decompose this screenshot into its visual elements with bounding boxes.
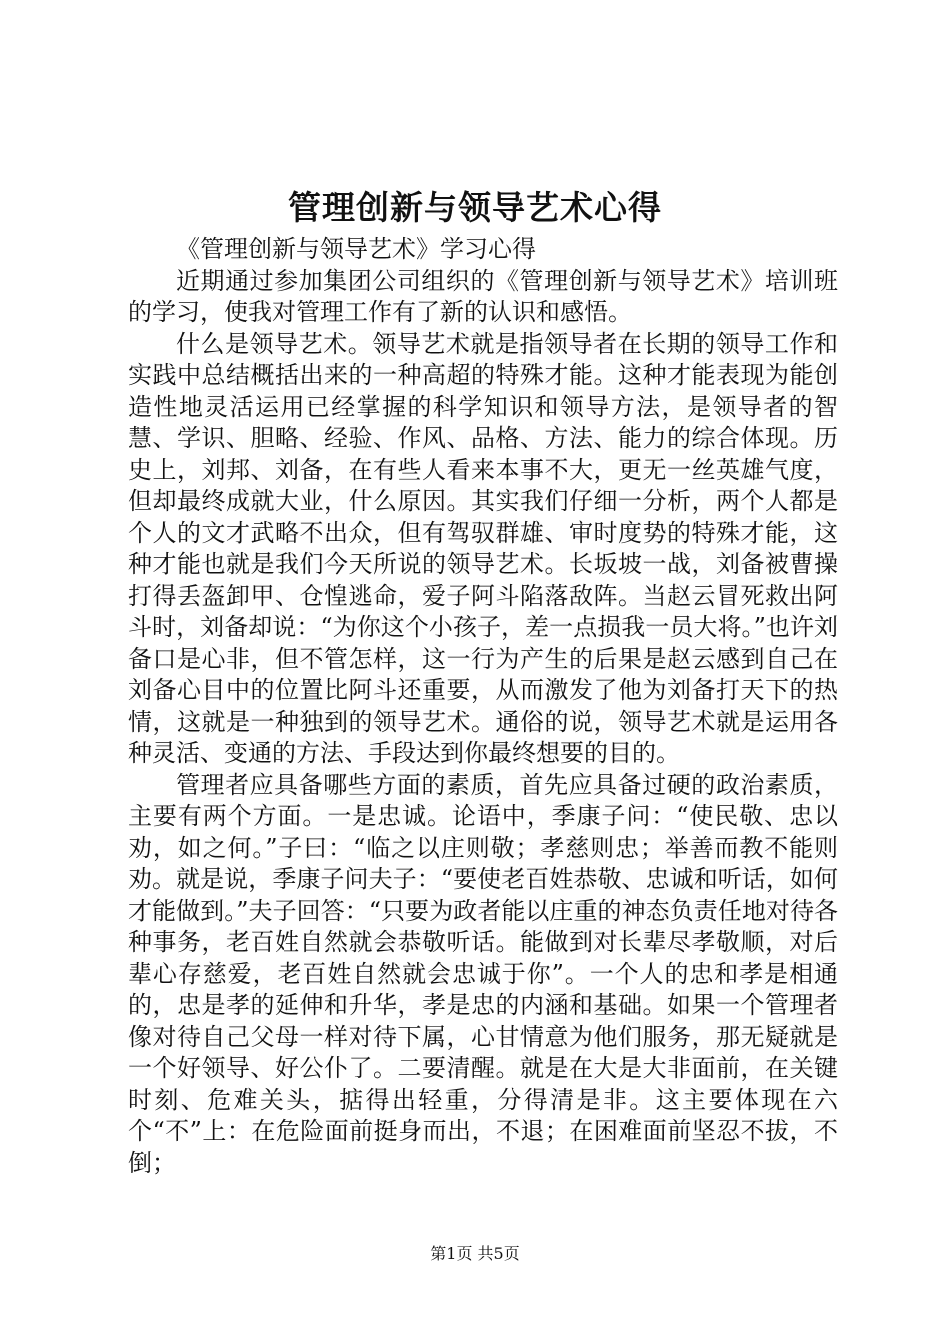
document-title: 管理创新与领导艺术心得: [288, 188, 662, 227]
paragraph-subtitle: 《管理创新与领导艺术》学习心得: [176, 235, 536, 263]
paragraph-manager-qualities: 管理者应具备哪些方面的素质，首先应具备过硬的政治素质，主要有两个方面。一是忠诚。论语中，季康子问：“使民敬、忠以劝，如之何。”子曰：“临之以庄则敬；孝慈则忠；举善而教不能则劝。就是说，季康子问夫子：“要使老百姓恭敬、忠诚和听话，如何才能做到。”夫子回答：“只要为政者能以庄重的神态负责任地对待各种事务，老百姓自然就会恭敬听话。能做到对长辈尽孝敬顺，对后辈心存慈爱，老百姓自然就会忠诚于你”。一个人的忠和孝是相通的，忠是孝的延伸和升华，孝是忠的内涵和基础。如果一个管理者像对待自己父母一样对待下属，心甘情意为他们服务，那无疑就是一个好领导、好公仆了。二要清醒。就是在大是大非面前，在关键时刻、危难关头，掂得出轻重，分得清是非。这主要体现在六个“不”上：在危险面前挺身而出，不退；在困难面前坚忍不拔，不倒；: [128, 770, 838, 1177]
document-body: [128, 234, 838, 1179]
paragraph-leadership-art: 什么是领导艺术。领导艺术就是指领导者在长期的领导工作和实践中总结概括出来的一种高超的特殊才能。这种才能表现为能创造性地灵活运用已经掌握的科学知识和领导方法，是领导者的智慧、学识、胆略、经验、作风、品格、方法、能力的综合体现。历史上，刘邦、刘备，在有些人看来本事不大，更无一丝英雄气度，但却最终成就大业，什么原因。其实我们仔细一分析，两个人都是个人的文才武略不出众，但有驾驭群雄、审时度势的特殊才能，这种才能也就是我们今天所说的领导艺术。长坂坡一战，刘备被曹操打得丢盔卸甲、仓惶逃命，爱子阿斗陷落敌阵。当赵云冒死救出阿斗时，刘备却说：“为你这个小孩子，差一点损我一员大将。”也许刘备口是心非，但不管怎样，这一行为产生的后果是赵云感到自己在刘备心目中的位置比阿斗还重要，从而激发了他为刘备打天下的热情，这就是一种独到的领导艺术。通俗的说，领导艺术就是运用各种灵活、变通的方法、手段达到你最终想要的目的。: [128, 329, 838, 767]
page-footer: 第1页 共5页: [430, 1244, 520, 1263]
paragraph-intro: 近期通过参加集团公司组织的《管理创新与领导艺术》培训班的学习，使我对管理工作有了新的认识和感悟。: [128, 266, 838, 326]
